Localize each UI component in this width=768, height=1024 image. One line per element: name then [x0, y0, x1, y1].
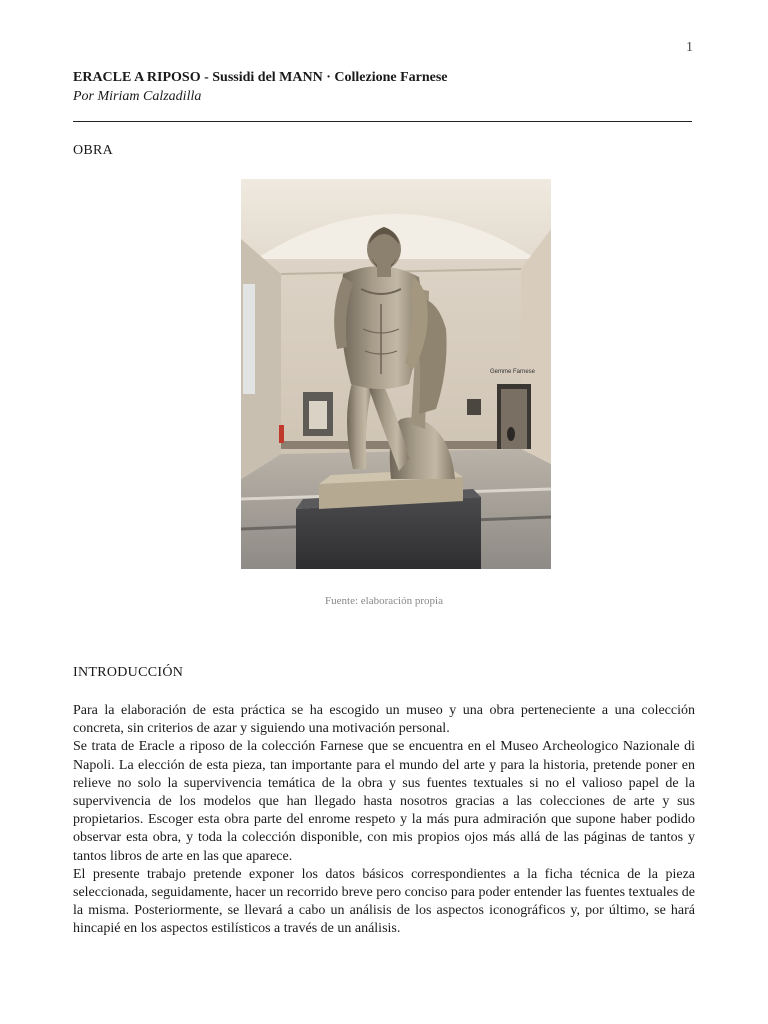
header-divider — [73, 121, 692, 122]
page-number: 1 — [686, 40, 693, 55]
wall-sign-text: Gemme Farnese — [490, 369, 536, 375]
statue-photo — [241, 179, 551, 569]
document-title: ERACLE A RIPOSO - Sussidi del MANN · Collezione Farnese — [73, 70, 448, 85]
document-author: Por Miriam Calzadilla — [73, 89, 202, 104]
document-header — [73, 68, 692, 106]
paragraph: Se trata de Eracle a riposo de la colección Farnese que se encuentra en el Museo Archeologico Nazionale di Napoli. La elección de esta pieza, tan importante para el mundo del arte y para la historia, pretende poner en relieve no solo la supervivencia temática de la obra y sus fuentes textuales si no el valioso papel de la supervivencia de los modelos que han llegado hasta nosotros gracias a las colecciones de arte y sus propietarios. Escoger esta obra parte del enrome respeto y la más pura admiración que supone haber podido observar esta obra, y toda la colección disponible, con mis propios ojos más allá de las páginas de tantos y tantos libros de arte en las que aparece. — [73, 739, 695, 864]
section-heading-introduccion: INTRODUCCIÓN — [73, 665, 184, 680]
paragraph: Para la elaboración de esta práctica se ha escogido un museo y una obra perteneciente a una colección concreta, sin criterios de azar y siguiendo una motivación personal. — [73, 703, 695, 737]
section-heading-obra: OBRA — [73, 143, 114, 158]
paragraph: El presente trabajo pretende exponer los datos básicos correspondientes a la ficha técnica de la pieza seleccionada, seguidamente, hacer un recorrido breve pero conciso para poder entender las fuentes textuales de la misma. Posteriormente, se llevará a cabo un análisis de los aspectos iconográficos y, por último, se hará hincapié en los aspectos estilísticos a través de un análisis. — [73, 866, 695, 937]
hercules-statue-illustration — [241, 179, 551, 569]
introduction-body — [73, 702, 695, 939]
figure-caption: Fuente: elaboración propia — [325, 595, 443, 607]
